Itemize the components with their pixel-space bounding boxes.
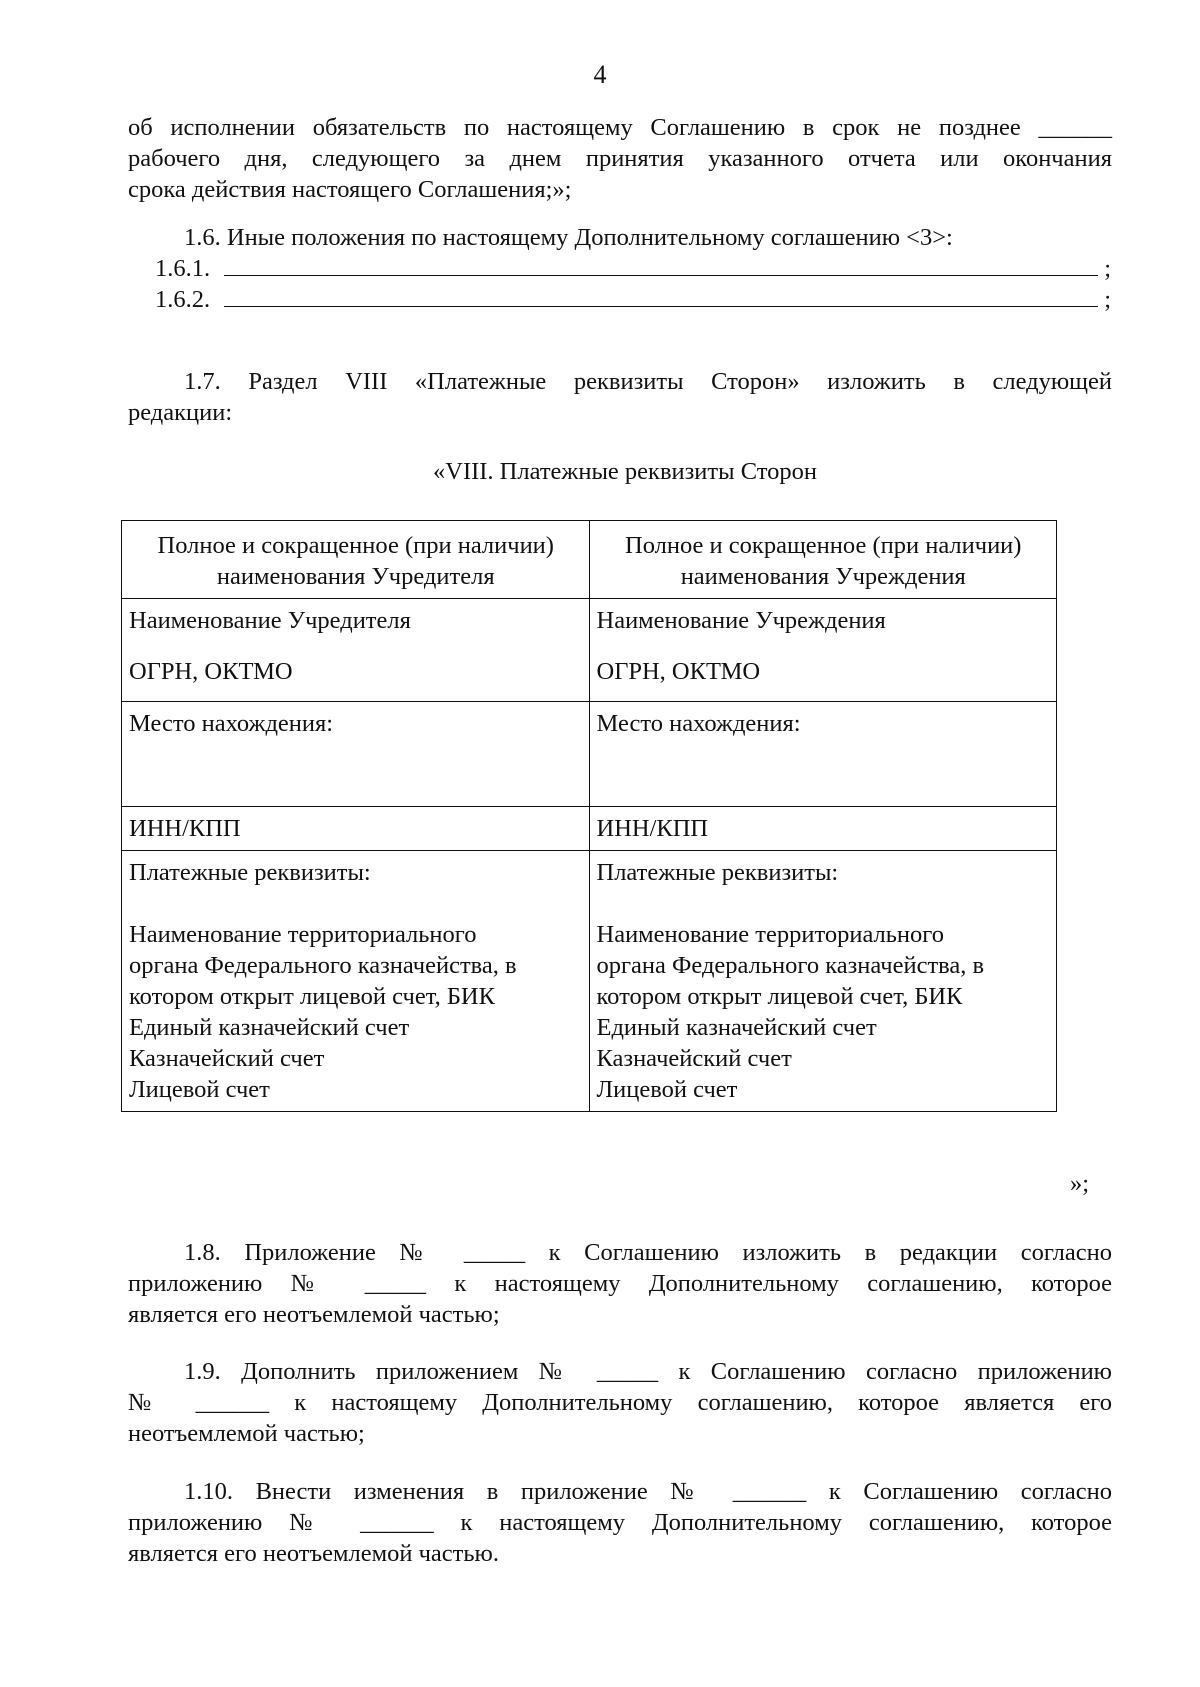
founder-address-cell xyxy=(122,702,590,807)
cell-text: Место нахождения: xyxy=(596,710,801,737)
table-row xyxy=(122,599,1057,702)
cell-text: органа Федерального казначейства, в xyxy=(129,952,517,979)
table-row xyxy=(122,851,1057,1112)
cell-text: органа Федерального казначейства, в xyxy=(596,952,985,979)
table-row xyxy=(122,702,1057,807)
intro-paragraph xyxy=(128,112,1112,205)
header-institution xyxy=(589,521,1057,599)
clause-1-6-title xyxy=(128,222,1112,253)
row-end-semicolon: ; xyxy=(1104,255,1111,282)
cell-text: котором открыт лицевой счет, БИК xyxy=(129,983,495,1010)
clause-1-6-1-row xyxy=(155,253,1111,284)
cell-text: Полное и сокращенное (при наличии) xyxy=(625,532,1022,559)
cell-text: Единый казначейский счет xyxy=(596,1014,877,1041)
clause-1-6-1-number: 1.6.1. xyxy=(155,255,211,282)
cell-text: Платежные реквизиты: xyxy=(129,859,371,886)
clause-1-6-2-number: 1.6.2. xyxy=(155,286,211,313)
cell-text: ОГРН, ОКТМО xyxy=(129,658,293,685)
table-row xyxy=(122,521,1057,599)
cell-text: Казначейский счет xyxy=(129,1045,325,1072)
cell-text: ОГРН, ОКТМО xyxy=(596,658,761,685)
cell-text: Казначейский счет xyxy=(596,1045,792,1072)
founder-payment-cell xyxy=(122,851,590,1112)
clause-1-10 xyxy=(128,1476,1112,1569)
institution-name-cell xyxy=(589,599,1057,702)
cell-text: ИНН/КПП xyxy=(129,815,241,842)
clause-1-8-line: 1.8. Приложение № _____ к Соглашению изложить в редакции согласно xyxy=(184,1239,1112,1266)
cell-text: Наименование Учредителя xyxy=(129,607,411,634)
clause-1-8 xyxy=(128,1237,1112,1330)
cell-text: котором открыт лицевой счет, БИК xyxy=(596,983,963,1010)
founder-inn-cell xyxy=(122,807,590,851)
clause-1-8-line: приложению № _____ к настоящему Дополнительному соглашению, которое xyxy=(128,1270,1112,1297)
spacer xyxy=(129,888,583,919)
closing-quote-mark: »; xyxy=(1070,1170,1090,1197)
intro-line: срока действия настоящего Соглашения;»; xyxy=(128,176,572,203)
clause-1-9-line: № ______ к настоящему Дополнительному соглашению, которое является его xyxy=(128,1389,1112,1416)
cell-text: Единый казначейский счет xyxy=(129,1014,410,1041)
founder-name-cell xyxy=(122,599,590,702)
header-founder xyxy=(122,521,590,599)
clause-1-7-line: редакции: xyxy=(128,399,233,426)
cell-text: Платежные реквизиты: xyxy=(596,859,839,886)
intro-line: рабочего дня, следующего за днем принятия указанного отчета или окончания xyxy=(128,145,1112,172)
cell-text: Полное и сокращенное (при наличии) xyxy=(157,532,554,559)
clause-1-10-line: 1.10. Внести изменения в приложение № ______ к Соглашению согласно xyxy=(184,1478,1112,1505)
clause-1-9 xyxy=(128,1356,1112,1449)
clause-1-9-line: 1.9. Дополнить приложением № _____ к Соглашению согласно приложению xyxy=(184,1358,1112,1385)
spacer xyxy=(129,636,583,656)
cell-text: Наименование территориального xyxy=(596,921,944,948)
spacer xyxy=(597,888,1051,919)
clause-1-9-line: неотъемлемой частью; xyxy=(128,1420,365,1447)
institution-address-cell xyxy=(589,702,1057,807)
cell-text: Лицевой счет xyxy=(129,1076,270,1103)
cell-text: наименования Учредителя xyxy=(216,563,495,590)
cell-text: Наименование территориального xyxy=(129,921,477,948)
intro-line: об исполнении обязательств по настоящему Соглашению в срок не позднее ______ xyxy=(128,114,1112,141)
cell-text: ИНН/КПП xyxy=(596,815,709,842)
cell-text: Место нахождения: xyxy=(129,710,334,737)
row-end-semicolon: ; xyxy=(1104,286,1111,313)
clause-1-10-line: является его неотъемлемой частью. xyxy=(128,1540,499,1567)
cell-text: наименования Учреждения xyxy=(680,563,966,590)
fill-in-line xyxy=(224,284,1098,307)
cell-text: Наименование Учреждения xyxy=(596,607,886,634)
clause-1-6-text: 1.6. Иные положения по настоящему Дополнительному соглашению <3>: xyxy=(184,224,953,251)
section-heading: «VIII. Платежные реквизиты Сторон xyxy=(433,458,817,485)
cell-text: Лицевой счет xyxy=(596,1076,738,1103)
clause-1-7-line: 1.7. Раздел VIII «Платежные реквизиты Сторон» изложить в следующей xyxy=(184,368,1112,395)
clause-1-7 xyxy=(128,366,1112,428)
table-row xyxy=(122,807,1057,851)
clause-1-10-line: приложению № ______ к настоящему Дополнительному соглашению, которое xyxy=(128,1509,1112,1536)
page-number: 4 xyxy=(593,60,607,89)
requisites-table xyxy=(121,520,1057,1112)
clause-1-8-line: является его неотъемлемой частью; xyxy=(128,1301,500,1328)
spacer xyxy=(597,636,1051,656)
clause-1-6-2-row xyxy=(155,284,1111,315)
institution-payment-cell xyxy=(589,851,1057,1112)
institution-inn-cell xyxy=(589,807,1057,851)
fill-in-line xyxy=(224,253,1098,276)
